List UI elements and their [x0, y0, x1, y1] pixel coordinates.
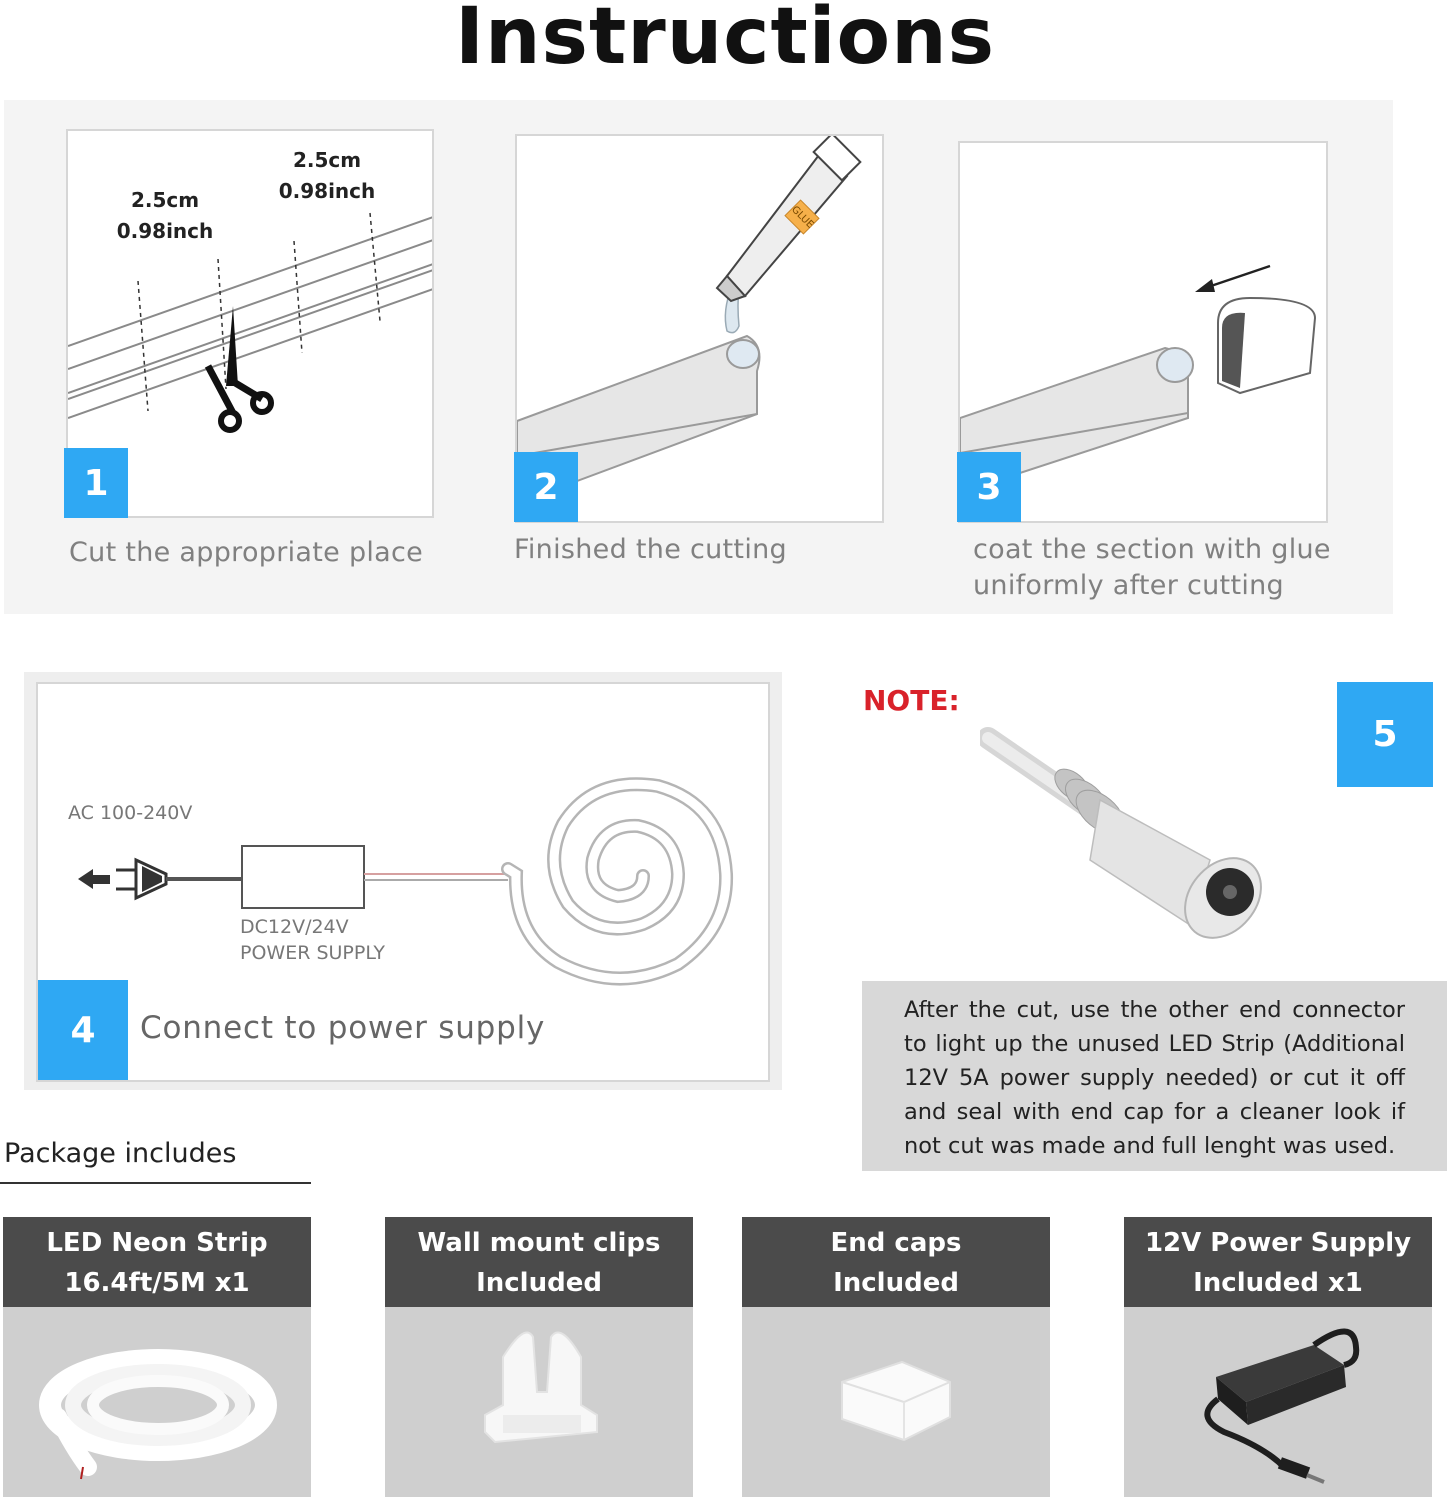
wall-clip-icon	[385, 1307, 693, 1497]
arrow-left-icon	[1195, 266, 1270, 292]
package-divider	[0, 1182, 311, 1184]
package-heading: Package includes	[4, 1138, 237, 1169]
package-item-title: End caps	[830, 1228, 962, 1258]
note-heading: NOTE:	[863, 684, 960, 717]
package-item-subtitle: Included	[833, 1268, 959, 1298]
end-cap-icon	[1218, 298, 1315, 393]
dc-connector-icon	[980, 720, 1280, 950]
package-item-title: 12V Power Supply	[1144, 1228, 1412, 1258]
power-adapter-icon	[1124, 1307, 1432, 1497]
step-badge-3: 3	[957, 452, 1021, 522]
step-badge-2: 2	[514, 452, 578, 522]
package-item-wall-clips	[385, 1217, 693, 1497]
dimension-label-left: 2.5cm 0.98inch	[116, 188, 214, 243]
package-item-end-caps	[742, 1217, 1050, 1497]
step-badge-4: 4	[38, 980, 128, 1080]
plug-icon	[116, 860, 242, 898]
led-coil-icon	[3, 1307, 311, 1497]
ac-voltage-label: AC 100-240V	[68, 802, 193, 824]
glue-label: GLUE	[788, 204, 816, 231]
dimension-label-right: 2.5cm 0.98inch	[278, 148, 376, 203]
step-badge-1: 1	[64, 448, 128, 518]
coiled-strip-icon	[508, 784, 726, 978]
step-1-caption: Cut the appropriate place	[69, 537, 424, 568]
package-item-power-supply	[1124, 1217, 1432, 1497]
arrow-left-icon	[78, 869, 110, 889]
power-supply-box	[242, 846, 364, 908]
page-title: Instructions	[454, 0, 996, 82]
end-cap-product-icon	[742, 1307, 1050, 1497]
glue-tube-icon	[717, 136, 860, 301]
package-item-subtitle: Included x1	[1193, 1268, 1363, 1298]
package-item-title: Wall mount clips	[417, 1228, 661, 1258]
package-item-title: LED Neon Strip	[46, 1228, 268, 1258]
step-2-caption: Finished the cutting	[514, 534, 787, 565]
step-3-caption: coat the section with glue uniformly after cutting	[973, 534, 1331, 601]
package-item-subtitle: 16.4ft/5M x1	[64, 1268, 250, 1298]
step-badge-5: 5	[1337, 682, 1433, 787]
package-item-led-strip	[3, 1217, 311, 1497]
psu-label: DC12V/24V POWER SUPPLY	[240, 916, 385, 964]
note-text: After the cut, use the other end connector to light up the unused LED Strip (Additional 12V 5A power supply needed) or cut it off and seal with end cap for a cleaner look if not cut was made and full lenght was used.	[862, 981, 1447, 1171]
step-4-caption: Connect to power supply	[140, 1010, 546, 1046]
package-item-subtitle: Included	[476, 1268, 602, 1298]
